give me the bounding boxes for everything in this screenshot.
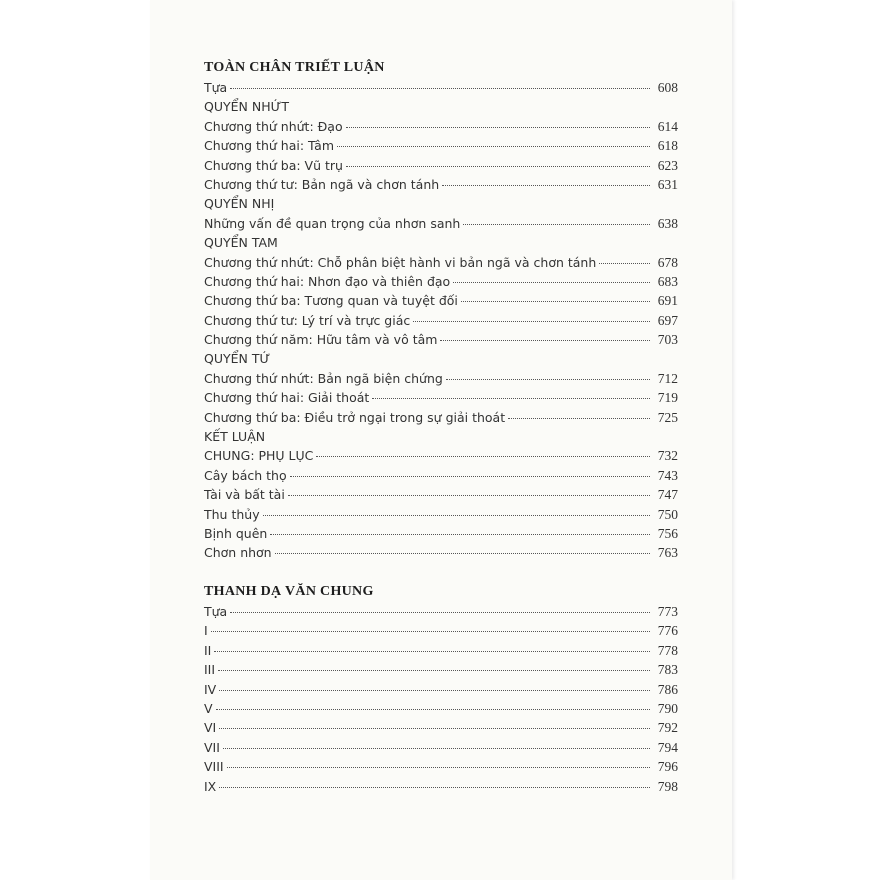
toc-entry-label: VI [204,720,217,736]
toc-entry-page-number: 773 [657,604,678,619]
toc-entry-label: V [204,700,213,716]
toc-entry [204,621,678,640]
dot-leader [453,282,650,283]
toc-part-heading [204,349,678,368]
toc-entry-label: Chương thứ tư: Lý trí và trực giác [204,312,411,328]
toc-entry [204,505,678,524]
toc-entry-label: IX [204,778,217,794]
toc-entry [204,699,678,718]
toc-entry-page-number: 697 [657,312,678,328]
dot-leader [218,670,650,671]
toc-entry [204,388,678,407]
toc-entry-list [204,78,678,563]
toc-entry-label: Chương thứ hai: Giải thoát [204,390,370,406]
toc-entry-label: Chương thứ nhứt: Bản ngã biện chứng [204,370,443,386]
toc-entry-page-number: 732 [657,448,678,464]
dot-leader [446,379,650,380]
toc-entry-page-number: 631 [657,176,678,192]
section-title: TOÀN CHÂN TRIẾT LUẬN [204,60,385,75]
toc-entry-label: Chương thứ ba: Tương quan và tuyệt đối [204,293,458,309]
dot-leader [508,418,650,419]
toc-entry-label: VIII [204,759,224,775]
toc-entry-page-number: 756 [657,525,678,541]
dot-leader [211,631,650,632]
toc-entry-page-number: 790 [657,700,678,716]
toc-entry [204,253,678,272]
toc-entry [204,311,678,330]
toc-entry-label: Chương thứ hai: Nhơn đạo và thiên đạo [204,273,451,289]
toc-entry-label: Chương thứ nhứt: Chỗ phân biệt hành vi bản ngã và chơn tánh [204,254,597,270]
toc-entry-label: QUYỂN TAM [204,235,278,251]
dot-leader [227,767,650,768]
toc-entry-label: Chương thứ năm: Hữu tâm và vô tâm [204,332,438,348]
toc-entry-page-number: 719 [657,390,678,406]
toc-entry-label: QUYỂN NHỨT [204,99,289,115]
toc-section-thanh-da-van-chung [204,582,678,796]
toc-part-heading [204,427,678,446]
toc-entry-label: Chương thứ tư: Bản ngã và chơn tánh [204,176,440,192]
toc-part-heading [204,194,678,213]
toc-part-heading [204,97,678,116]
toc-entry [204,738,678,757]
dot-leader [599,263,650,264]
toc-entry [204,602,678,621]
dot-leader [463,224,650,225]
toc-section-toan-chan-triet-luan [204,58,678,563]
toc-entry [204,777,678,796]
toc-entry-label: Chương thứ ba: Vũ trụ [204,157,343,173]
toc-entry-page-number: 683 [657,273,678,289]
toc-entry-page-number: 703 [657,332,678,348]
toc-entry-page-number: 691 [657,293,678,309]
toc-entry-label: VII [204,739,220,755]
toc-entry [204,641,678,660]
toc-entry [204,330,678,349]
dot-leader [223,748,650,749]
toc-entry-label: Bịnh quên [204,525,268,541]
toc-entry-label: KẾT LUẬN [204,429,266,445]
dot-leader [346,127,650,128]
toc-entry [204,680,678,699]
toc-entry-page-number: 725 [657,409,678,425]
dot-leader [461,301,650,302]
toc-entry-page-number: 776 [657,623,678,639]
toc-entry-page-number: 638 [657,215,678,231]
toc-entry-page-number: 747 [657,487,678,503]
toc-entry [204,175,678,194]
toc-entry-label: Chương thứ ba: Điều trở ngại trong sự giải thoát [204,409,506,425]
dot-leader [290,476,650,477]
dot-leader [275,553,650,554]
toc-entry-page-number: 778 [657,642,678,658]
toc-entry-page-number: 763 [657,545,678,561]
toc-entry-label: Chương thứ hai: Tâm [204,138,335,154]
toc-entry-label: QUYỂN NHỊ [204,196,275,212]
book-page [150,0,732,880]
toc-entry-page-number: 608 [657,80,678,95]
toc-entry [204,466,678,485]
dot-leader [263,515,650,516]
toc-entry [204,272,678,291]
toc-entry-page-number: 792 [657,720,678,736]
toc-entry [204,718,678,737]
dot-leader [346,166,650,167]
toc-entry-label: Tựa [204,604,228,619]
toc-entry-label: Những vấn đề quan trọng của nhơn sanh [204,215,461,231]
toc-entry [204,446,678,465]
toc-entry [204,408,678,427]
toc-entry-label: III [204,662,216,678]
toc-entry [204,369,678,388]
toc-entry-page-number: 614 [657,118,678,134]
toc-entry-page-number: 712 [657,370,678,386]
toc-entry [204,757,678,776]
toc-entry-page-number: 796 [657,759,678,775]
toc-entry-label: Tài và bất tài [204,487,285,503]
toc-entry-label: Tựa [204,80,228,95]
toc-entry-page-number: 783 [657,662,678,678]
toc-entry-page-number: 786 [657,681,678,697]
toc-entry [204,214,678,233]
dot-leader [230,88,650,89]
dot-leader [337,146,650,147]
dot-leader [216,709,650,710]
toc-entry [204,543,678,562]
toc-entry-label: II [204,642,212,658]
dot-leader [214,651,650,652]
toc-entry-label: QUYỂN TỨ [204,351,271,367]
dot-leader [372,398,650,399]
toc-entry [204,485,678,504]
toc-entry-label: Chương thứ nhứt: Đạo [204,118,343,134]
toc-entry-page-number: 618 [657,138,678,154]
toc-entry-label: Thu thủy [204,506,260,522]
dot-leader [219,728,650,729]
dot-leader [316,456,650,457]
dot-leader [219,690,650,691]
toc-entry-label: I [204,623,208,639]
toc-entry-page-number: 794 [657,739,678,755]
toc-entry [204,524,678,543]
toc-entry-page-number: 678 [657,254,678,270]
dot-leader [219,787,650,788]
toc-entry-label: IV [204,681,217,697]
dot-leader [442,185,650,186]
toc-entry-label: CHUNG: PHỤ LỤC [204,448,314,464]
dot-leader [270,534,650,535]
dot-leader [288,495,650,496]
toc-entry [204,136,678,155]
dot-leader [413,321,650,322]
section-title: THANH DẠ VĂN CHUNG [204,584,374,599]
dot-leader [230,612,650,613]
toc-entry-page-number: 623 [657,157,678,173]
toc-entry-list [204,602,678,796]
dot-leader [440,340,650,341]
toc-part-heading [204,233,678,252]
toc-entry-page-number: 798 [657,778,678,794]
toc-entry [204,156,678,175]
toc-entry-page-number: 743 [657,467,678,483]
toc-entry [204,660,678,679]
toc-entry [204,78,678,97]
toc-entry [204,117,678,136]
toc-entry-label: Cây bách thọ [204,467,287,483]
toc-entry-label: Chơn nhơn [204,545,272,561]
toc-entry [204,291,678,310]
toc-entry-page-number: 750 [657,506,678,522]
